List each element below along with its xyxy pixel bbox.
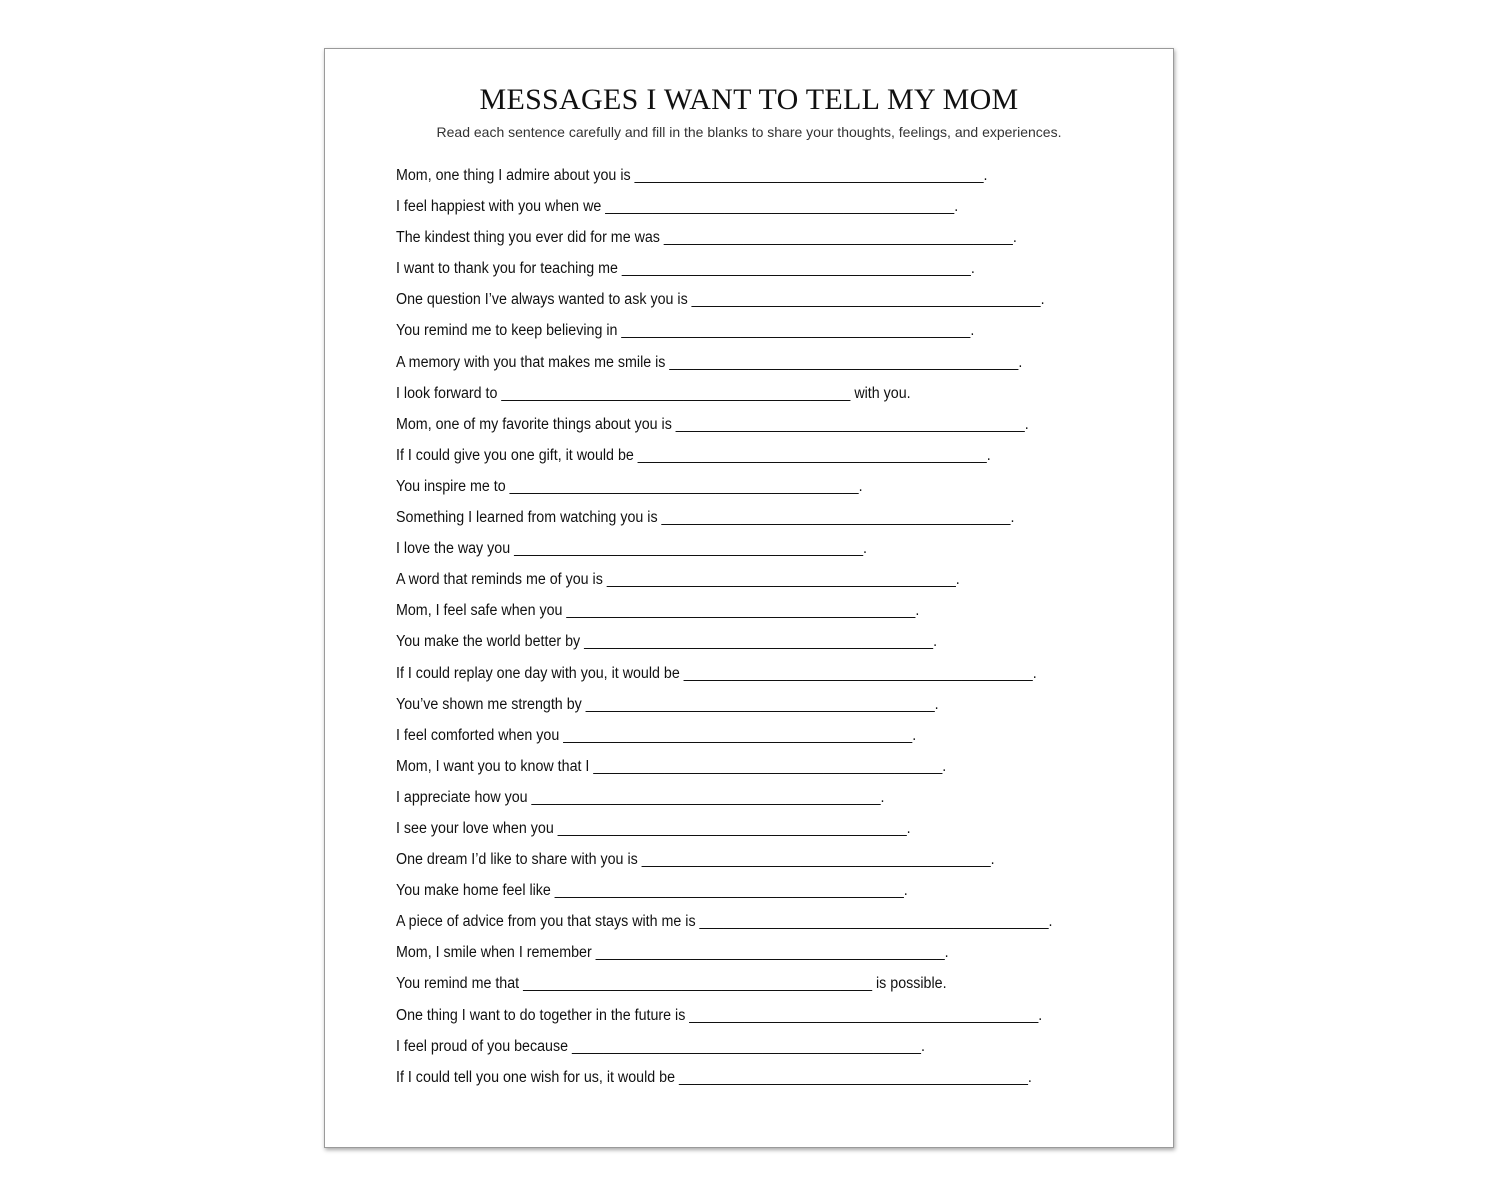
prompt-line: Mom, one thing I admire about you is ____________________________________________. [396, 167, 988, 184]
prompt-line: You make the world better by ____________________________________________. [396, 633, 938, 651]
prompt-line: Mom, I smile when I remember ____________________________________________. [396, 944, 949, 962]
worksheet-instructions: Read each sentence carefully and fill in the blanks to share your thoughts, feelings, and experiences. [436, 124, 1062, 140]
worksheet-title: MESSAGES I WANT TO TELL MY MOM [479, 83, 1019, 116]
prompt-line: A piece of advice from you that stays with me is ____________________________________________. [396, 913, 1053, 931]
prompt-line: You make home feel like ____________________________________________. [396, 882, 908, 900]
prompt-line: If I could tell you one wish for us, it would be ____________________________________________. [396, 1068, 1032, 1086]
prompt-line: Mom, I feel safe when you ____________________________________________. [396, 602, 920, 620]
prompt-line: I appreciate how you ____________________________________________. [396, 788, 885, 806]
prompt-line: One dream I’d like to share with you is ____________________________________________. [396, 851, 995, 869]
prompt-line: One question I’ve always wanted to ask you is ____________________________________________. [396, 291, 1045, 309]
prompt-line: The kindest thing you ever did for me was ____________________________________________. [396, 229, 1017, 247]
prompt-line: One thing I want to do together in the future is ____________________________________________. [396, 1006, 1043, 1024]
prompt-line: Something I learned from watching you is ____________________________________________. [396, 509, 1015, 527]
prompt-line: Mom, I want you to know that I ____________________________________________. [396, 757, 947, 775]
prompt-line: You remind me to keep believing in ____________________________________________. [396, 322, 975, 340]
prompt-line: I feel happiest with you when we ____________________________________________. [396, 198, 959, 216]
prompt-line: If I could replay one day with you, it would be ____________________________________________. [396, 664, 1037, 682]
prompt-list [396, 165, 1110, 1098]
prompt-line: Mom, one of my favorite things about you is ____________________________________________. [396, 415, 1029, 433]
prompt-line: If I could give you one gift, it would be ____________________________________________. [396, 446, 991, 464]
prompt-line: You remind me that ____________________________________________ is possible. [396, 975, 947, 993]
worksheet-page [324, 48, 1174, 1148]
prompt-line: I feel comforted when you ____________________________________________. [396, 726, 917, 744]
prompt-line: You’ve shown me strength by ____________________________________________. [396, 695, 939, 713]
prompt-line: A word that reminds me of you is ____________________________________________. [396, 571, 960, 589]
prompt-line: I look forward to ____________________________________________ with you. [396, 384, 911, 402]
prompt-line: I love the way you ____________________________________________. [396, 540, 868, 558]
prompt-line: I feel proud of you because ____________________________________________. [396, 1037, 925, 1055]
prompt-line: You inspire me to ____________________________________________. [396, 477, 863, 495]
prompt-line: A memory with you that makes me smile is ____________________________________________. [396, 353, 1023, 371]
prompt-line: I see your love when you ____________________________________________. [396, 819, 911, 837]
prompt-line: I want to thank you for teaching me ____________________________________________. [396, 260, 975, 278]
